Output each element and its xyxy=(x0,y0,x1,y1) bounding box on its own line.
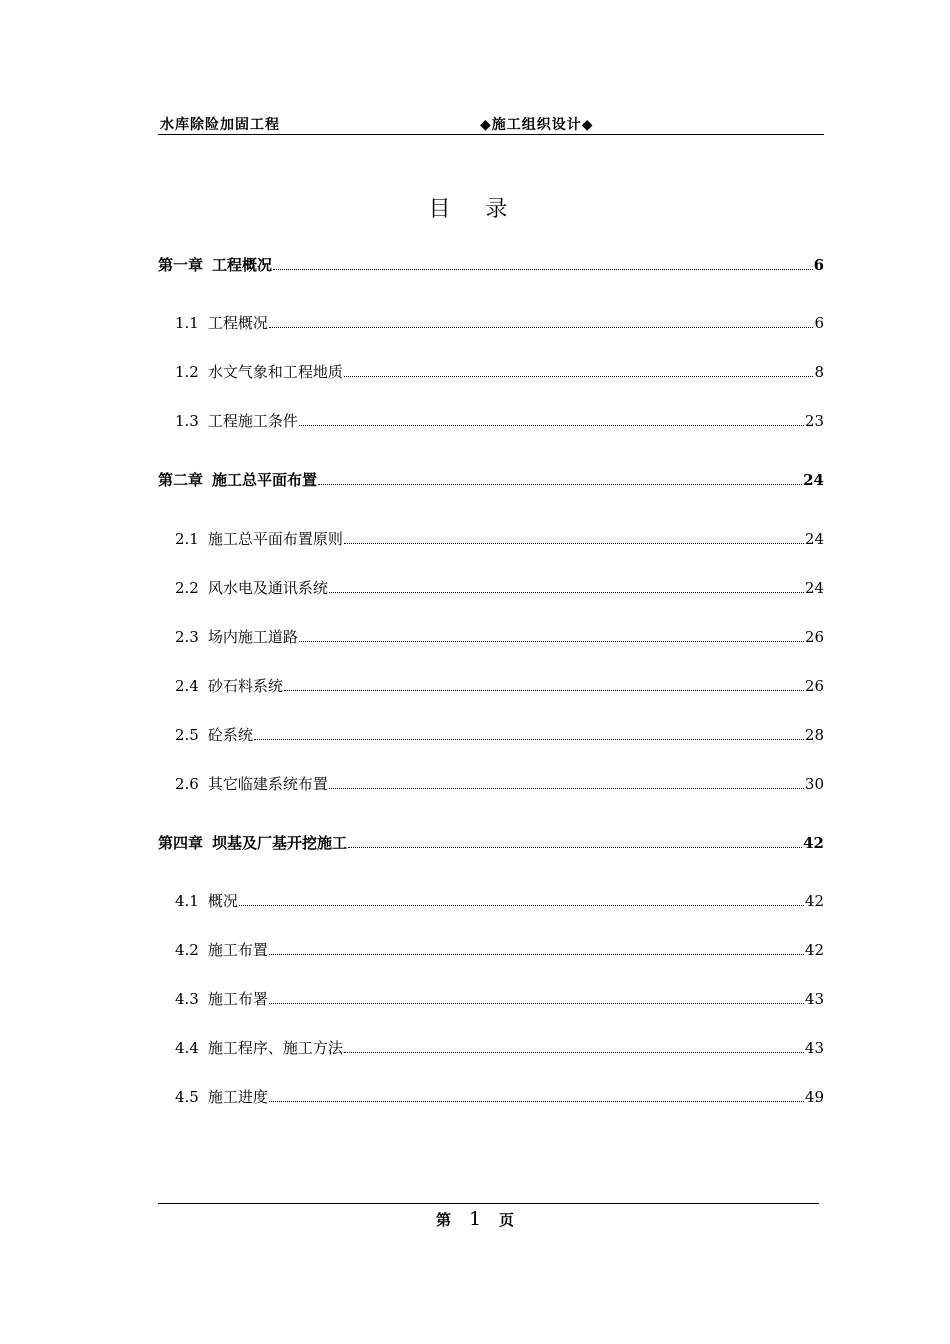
toc-entry-page: 26 xyxy=(804,628,824,646)
page-header xyxy=(158,112,824,135)
toc-section-1-3[interactable] xyxy=(175,411,824,431)
toc-entry-page: 42 xyxy=(804,941,824,959)
toc-entry-number: 4.3 xyxy=(175,990,199,1008)
toc-entry-page: 26 xyxy=(804,677,824,695)
footer-suffix: 页 xyxy=(499,1211,515,1229)
toc-entry-title: 施工总平面布置 xyxy=(212,471,318,489)
toc-section-4-2[interactable] xyxy=(175,940,824,960)
page-footer xyxy=(0,1208,950,1230)
toc-chapter-2[interactable] xyxy=(158,470,824,490)
toc-leader-dots xyxy=(269,1100,804,1102)
toc-leader-dots xyxy=(329,787,804,789)
toc-entry-page: 23 xyxy=(804,412,824,430)
toc-section-2-1[interactable] xyxy=(175,529,824,549)
toc-entry-number: 第二章 xyxy=(158,471,204,489)
toc-entry-number: 1.3 xyxy=(175,412,199,430)
toc-entry-title: 概况 xyxy=(207,892,238,910)
toc-leader-dots xyxy=(269,953,804,955)
toc-entry-page: 6 xyxy=(814,314,824,332)
toc-entry-number: 1.1 xyxy=(175,314,199,332)
toc-entry-title: 施工进度 xyxy=(207,1088,268,1106)
toc-leader-dots xyxy=(329,591,804,593)
toc-entry-number: 2.4 xyxy=(175,677,199,695)
toc-entry-number: 2.3 xyxy=(175,628,199,646)
toc-entry-page: 42 xyxy=(804,892,824,910)
header-document-type: ◆施工组织设计◆ xyxy=(480,117,594,133)
toc-leader-dots xyxy=(344,1051,804,1053)
toc-entry-title: 风水电及通讯系统 xyxy=(207,579,328,597)
toc-entry-title: 施工布置 xyxy=(207,941,268,959)
toc-section-2-2[interactable] xyxy=(175,578,824,598)
toc-entry-number: 2.2 xyxy=(175,579,199,597)
toc-entry-title: 水文气象和工程地质 xyxy=(207,363,343,381)
toc-entry-page: 49 xyxy=(804,1088,824,1106)
toc-entry-title: 坝基及厂基开挖施工 xyxy=(212,834,348,852)
toc-entry-page: 43 xyxy=(804,1039,824,1057)
toc-section-2-5[interactable] xyxy=(175,725,824,745)
toc-leader-dots xyxy=(318,483,802,485)
toc-leader-dots xyxy=(239,904,804,906)
toc-section-4-5[interactable] xyxy=(175,1087,824,1107)
toc-leader-dots xyxy=(273,268,813,270)
toc-entry-page: 24 xyxy=(804,530,824,548)
toc-leader-dots xyxy=(344,375,814,377)
toc-entry-number: 4.1 xyxy=(175,892,199,910)
toc-entry-title: 工程施工条件 xyxy=(207,412,298,430)
toc-entry-number: 4.5 xyxy=(175,1088,199,1106)
toc-entry-page: 42 xyxy=(803,834,824,852)
toc-entry-number: 第四章 xyxy=(158,834,204,852)
toc-entry-number: 4.2 xyxy=(175,941,199,959)
toc-title: 目 录 xyxy=(428,197,522,222)
toc-entry-page: 43 xyxy=(804,990,824,1008)
footer-prefix: 第 xyxy=(435,1211,451,1229)
toc-entry-page: 24 xyxy=(804,579,824,597)
toc-entry-number: 4.4 xyxy=(175,1039,199,1057)
toc-section-4-3[interactable] xyxy=(175,989,824,1009)
toc-entry-title: 施工总平面布置原则 xyxy=(207,530,343,548)
toc-section-1-2[interactable] xyxy=(175,362,824,382)
toc-leader-dots xyxy=(299,640,804,642)
toc-entry-title: 砼系统 xyxy=(207,726,253,744)
toc-entry-number: 2.1 xyxy=(175,530,199,548)
footer-divider xyxy=(158,1203,819,1204)
toc-section-4-1[interactable] xyxy=(175,891,824,911)
toc-section-2-3[interactable] xyxy=(175,627,824,647)
toc-entry-number: 1.2 xyxy=(175,363,199,381)
toc-entry-page: 24 xyxy=(803,471,824,489)
toc-leader-dots xyxy=(284,689,804,691)
footer-page-number: 1 xyxy=(468,1208,482,1230)
toc-section-1-1[interactable] xyxy=(175,313,824,333)
toc-entry-page: 28 xyxy=(804,726,824,744)
toc-entry-title: 工程概况 xyxy=(207,314,268,332)
toc-entry-number: 第一章 xyxy=(158,256,204,274)
toc-leader-dots xyxy=(254,738,804,740)
toc-entry-number: 2.5 xyxy=(175,726,199,744)
header-project-name: 水库除险加固工程 xyxy=(160,117,280,133)
toc-section-2-6[interactable] xyxy=(175,774,824,794)
toc-entry-title: 场内施工道路 xyxy=(207,628,298,646)
toc-entry-title: 砂石料系统 xyxy=(207,677,283,695)
toc-entry-page: 30 xyxy=(804,775,824,793)
toc-leader-dots xyxy=(299,424,804,426)
toc-entry-title: 施工程序、施工方法 xyxy=(207,1039,343,1057)
toc-entry-page: 8 xyxy=(814,363,824,381)
toc-chapter-1[interactable] xyxy=(158,255,824,275)
toc-section-2-4[interactable] xyxy=(175,676,824,696)
toc-entry-title: 施工布署 xyxy=(207,990,268,1008)
toc-chapter-4[interactable] xyxy=(158,833,824,853)
toc-leader-dots xyxy=(269,326,814,328)
toc-entry-number: 2.6 xyxy=(175,775,199,793)
toc-section-4-4[interactable] xyxy=(175,1038,824,1058)
toc-leader-dots xyxy=(348,846,802,848)
toc-entry-title: 工程概况 xyxy=(212,256,273,274)
toc-entry-page: 6 xyxy=(813,256,824,274)
toc-entry-title: 其它临建系统布置 xyxy=(207,775,328,793)
toc-leader-dots xyxy=(269,1002,804,1004)
toc-leader-dots xyxy=(344,542,804,544)
